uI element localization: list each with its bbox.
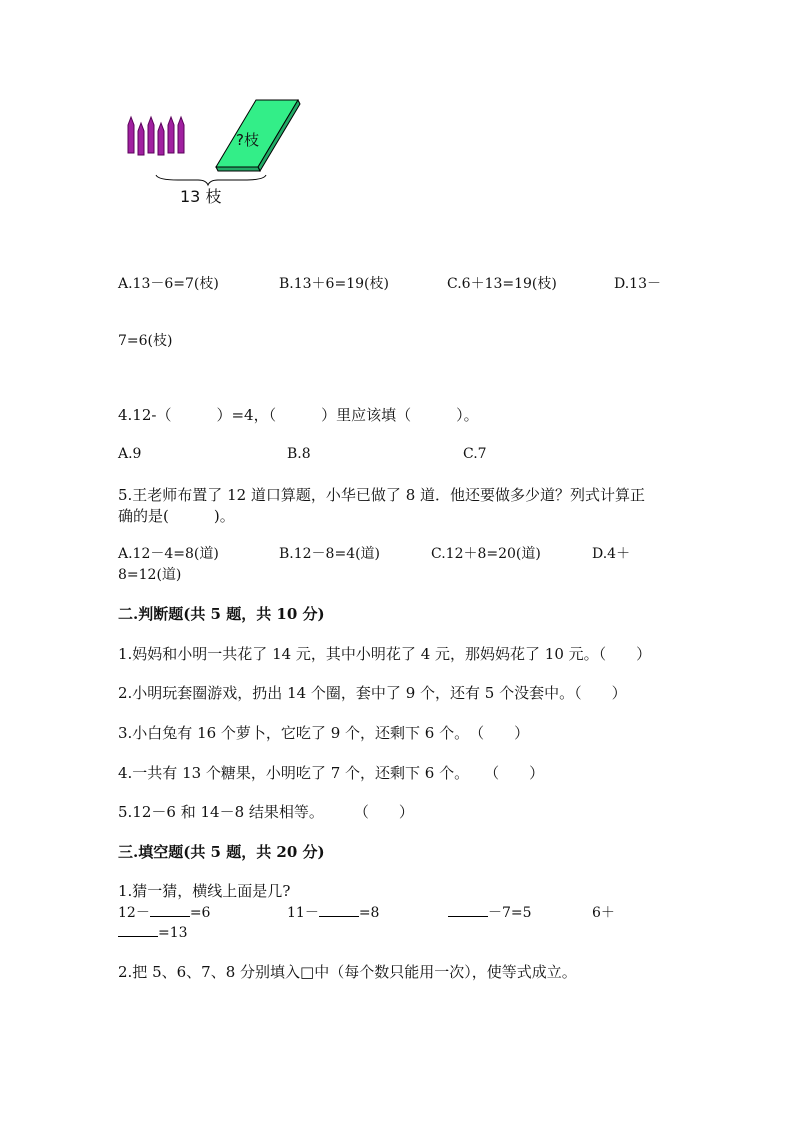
fill-expr-4-continued — [118, 922, 188, 941]
fill-expr-1-left: 12－ — [118, 905, 150, 921]
fill-blank-3[interactable] — [448, 902, 488, 917]
q5-stem-line1: 5.王老师布置了 12 道口算题，小华已做了 8 道．他还要做多少道？列式计算正 — [118, 486, 646, 504]
q5-option-a[interactable]: A.12－4=8(道) — [118, 546, 219, 562]
q4-stem: 4.12-（ ）=4，（ ）里应该填（ ）。 — [118, 406, 479, 424]
q4-option-c[interactable]: C.7 — [463, 446, 487, 462]
fill-expr-2-left: 11－ — [287, 905, 319, 921]
pencil-4 — [158, 123, 164, 155]
q5-option-d-continued[interactable]: 8=12(道) — [118, 567, 182, 583]
box-label: ?枝 — [236, 131, 259, 149]
judge-item-5: 5.12－6 和 14－8 结果相等。 （ ） — [118, 803, 414, 821]
fill-expr-1-right: =6 — [189, 905, 211, 921]
section2-heading: 二.判断题(共 5 题，共 10 分) — [118, 605, 325, 623]
pencil-6 — [178, 117, 184, 153]
fill-expr-3-right: －7=5 — [488, 905, 532, 921]
fill-expr-2-right: =8 — [358, 905, 380, 921]
q3-option-c[interactable]: C.6＋13=19(枝) — [447, 276, 557, 292]
fill-expr-3 — [448, 902, 532, 922]
fill-blank-4[interactable] — [118, 922, 158, 937]
pencil-figure — [118, 95, 318, 215]
fill-blank-1[interactable] — [150, 902, 190, 917]
q3-option-b[interactable]: B.13＋6=19(枝) — [279, 276, 389, 292]
fill-expr-4-right: =13 — [158, 925, 188, 941]
total-label: 13 枝 — [180, 187, 222, 206]
q5-stem-line2: 确的是( )。 — [118, 507, 235, 525]
pencil-3 — [148, 117, 154, 153]
pencil-box-illustration — [118, 95, 318, 215]
fill-expr-1 — [118, 902, 210, 922]
fill-q1-stem: 1.猜一猜，横线上面是几? — [118, 882, 291, 900]
q5-option-c[interactable]: C.12＋8=20(道) — [431, 546, 541, 562]
pencils-group — [128, 117, 184, 155]
fill-expr-4-left: 6＋ — [592, 905, 615, 921]
judge-item-3: 3.小白兔有 16 个萝卜，它吃了 9 个，还剩下 6 个。 （ ） — [118, 724, 530, 742]
fill-expr-4 — [592, 902, 615, 922]
total-brace — [156, 175, 266, 185]
pencil-2 — [138, 123, 144, 155]
fill-q2-stem: 2.把 5、6、7、8 分别填入□中（每个数只能用一次），使等式成立。 — [118, 963, 577, 981]
q3-option-a[interactable]: A.13－6=7(枝) — [118, 276, 219, 292]
pencil-1 — [128, 117, 134, 153]
judge-item-1: 1.妈妈和小明一共花了 14 元，其中小明花了 4 元，那妈妈花了 10 元。（ ） — [118, 645, 652, 663]
q4-option-b[interactable]: B.8 — [287, 446, 311, 462]
fill-blank-2[interactable] — [319, 902, 359, 917]
q5-option-d[interactable]: D.4＋ — [592, 546, 631, 562]
judge-item-2: 2.小明玩套圈游戏，扔出 14 个圈，套中了 9 个，还有 5 个没套中。（ ） — [118, 684, 627, 702]
box — [216, 100, 300, 171]
pencil-5 — [168, 117, 174, 153]
q5-option-b[interactable]: B.12－8=4(道) — [279, 546, 381, 562]
q3-option-d[interactable]: D.13－ — [614, 276, 661, 292]
judge-item-4: 4.一共有 13 个糖果，小明吃了 7 个，还剩下 6 个。 （ ） — [118, 764, 545, 782]
section3-heading: 三.填空题(共 5 题，共 20 分) — [118, 843, 325, 861]
q4-option-a[interactable]: A.9 — [118, 446, 142, 462]
q3-option-d-continued[interactable]: 7=6(枝) — [118, 333, 173, 349]
fill-expr-2 — [287, 902, 379, 922]
